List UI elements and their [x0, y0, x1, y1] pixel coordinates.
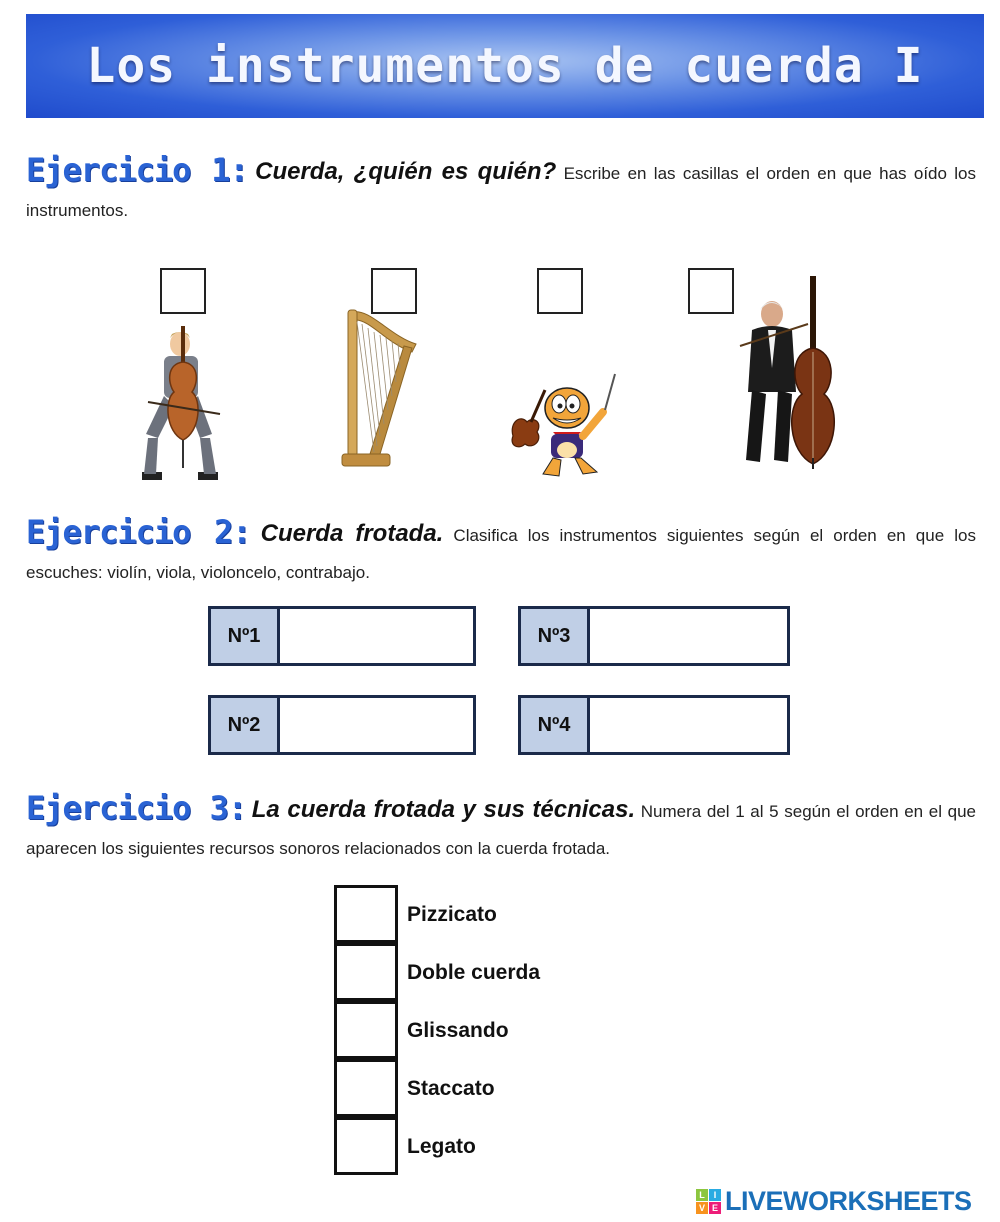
exercise-2-heading	[26, 514, 976, 591]
technique-label-pizzicato: Pizzicato	[407, 903, 497, 926]
liveworksheets-wordmark: LIVEWORKSHEETS	[725, 1186, 972, 1216]
exercise-3-heading	[26, 790, 976, 867]
slot-4-answer-field[interactable]	[590, 698, 787, 752]
exercise-2-subtitle: Cuerda frotada.	[260, 520, 444, 547]
technique-label-staccato: Staccato	[407, 1077, 495, 1100]
slot-2-label: Nº2	[211, 698, 280, 752]
double-bass-player-image	[738, 272, 866, 470]
exercise-1-label: Ejercicio 1:	[26, 151, 248, 189]
slot-4-label: Nº4	[521, 698, 590, 752]
slot-3-label: Nº3	[521, 609, 590, 663]
slot-2-answer-field[interactable]	[280, 698, 473, 752]
slot-1	[208, 606, 476, 666]
cellist-image	[128, 322, 228, 482]
liveworksheets-logo	[696, 1186, 972, 1217]
technique-label-doble-cuerda: Doble cuerda	[407, 961, 541, 984]
exercise-2-label: Ejercicio 2:	[26, 513, 251, 551]
cartoon-violinist-image	[505, 366, 623, 480]
exercise-3-description: Numera del 1 al 5 según el orden en el que aparecen los siguientes recursos sonoros relacionados con la cuerda frotada.	[26, 802, 976, 858]
page-title: Los instrumentos de cuerda I	[86, 38, 924, 94]
technique-4-answer-box[interactable]	[334, 1059, 398, 1117]
exercise-3-subtitle: La cuerda frotada y sus técnicas.	[251, 796, 636, 823]
technique-5-answer-box[interactable]	[334, 1117, 398, 1175]
technique-3-answer-box[interactable]	[334, 1001, 398, 1059]
title-banner	[26, 14, 984, 118]
answer-box-violin[interactable]	[537, 268, 583, 314]
exercise-3-label: Ejercicio 3:	[26, 789, 247, 827]
slot-3	[518, 606, 790, 666]
slot-1-label: Nº1	[211, 609, 280, 663]
exercise-1-heading	[26, 152, 976, 229]
technique-1-answer-box[interactable]	[334, 885, 398, 943]
liveworksheets-icon: L I V E	[696, 1189, 721, 1214]
exercise-1-subtitle: Cuerda, ¿quién es quién?	[255, 158, 557, 185]
slot-4	[518, 695, 790, 755]
technique-label-glissando: Glissando	[407, 1019, 509, 1042]
slot-3-answer-field[interactable]	[590, 609, 787, 663]
exercise-1-description: Escribe en las casillas el orden en que has oído los instrumentos.	[26, 164, 976, 220]
harp-image	[340, 306, 424, 470]
technique-2-answer-box[interactable]	[334, 943, 398, 1001]
answer-box-cello[interactable]	[160, 268, 206, 314]
exercise-2-description: Clasifica los instrumentos siguientes según el orden en que los escuches: violín, viola, violoncelo, contrabajo.	[26, 526, 976, 582]
slot-1-answer-field[interactable]	[280, 609, 473, 663]
technique-label-legato: Legato	[407, 1135, 476, 1158]
answer-box-double-bass[interactable]	[688, 268, 734, 314]
slot-2	[208, 695, 476, 755]
